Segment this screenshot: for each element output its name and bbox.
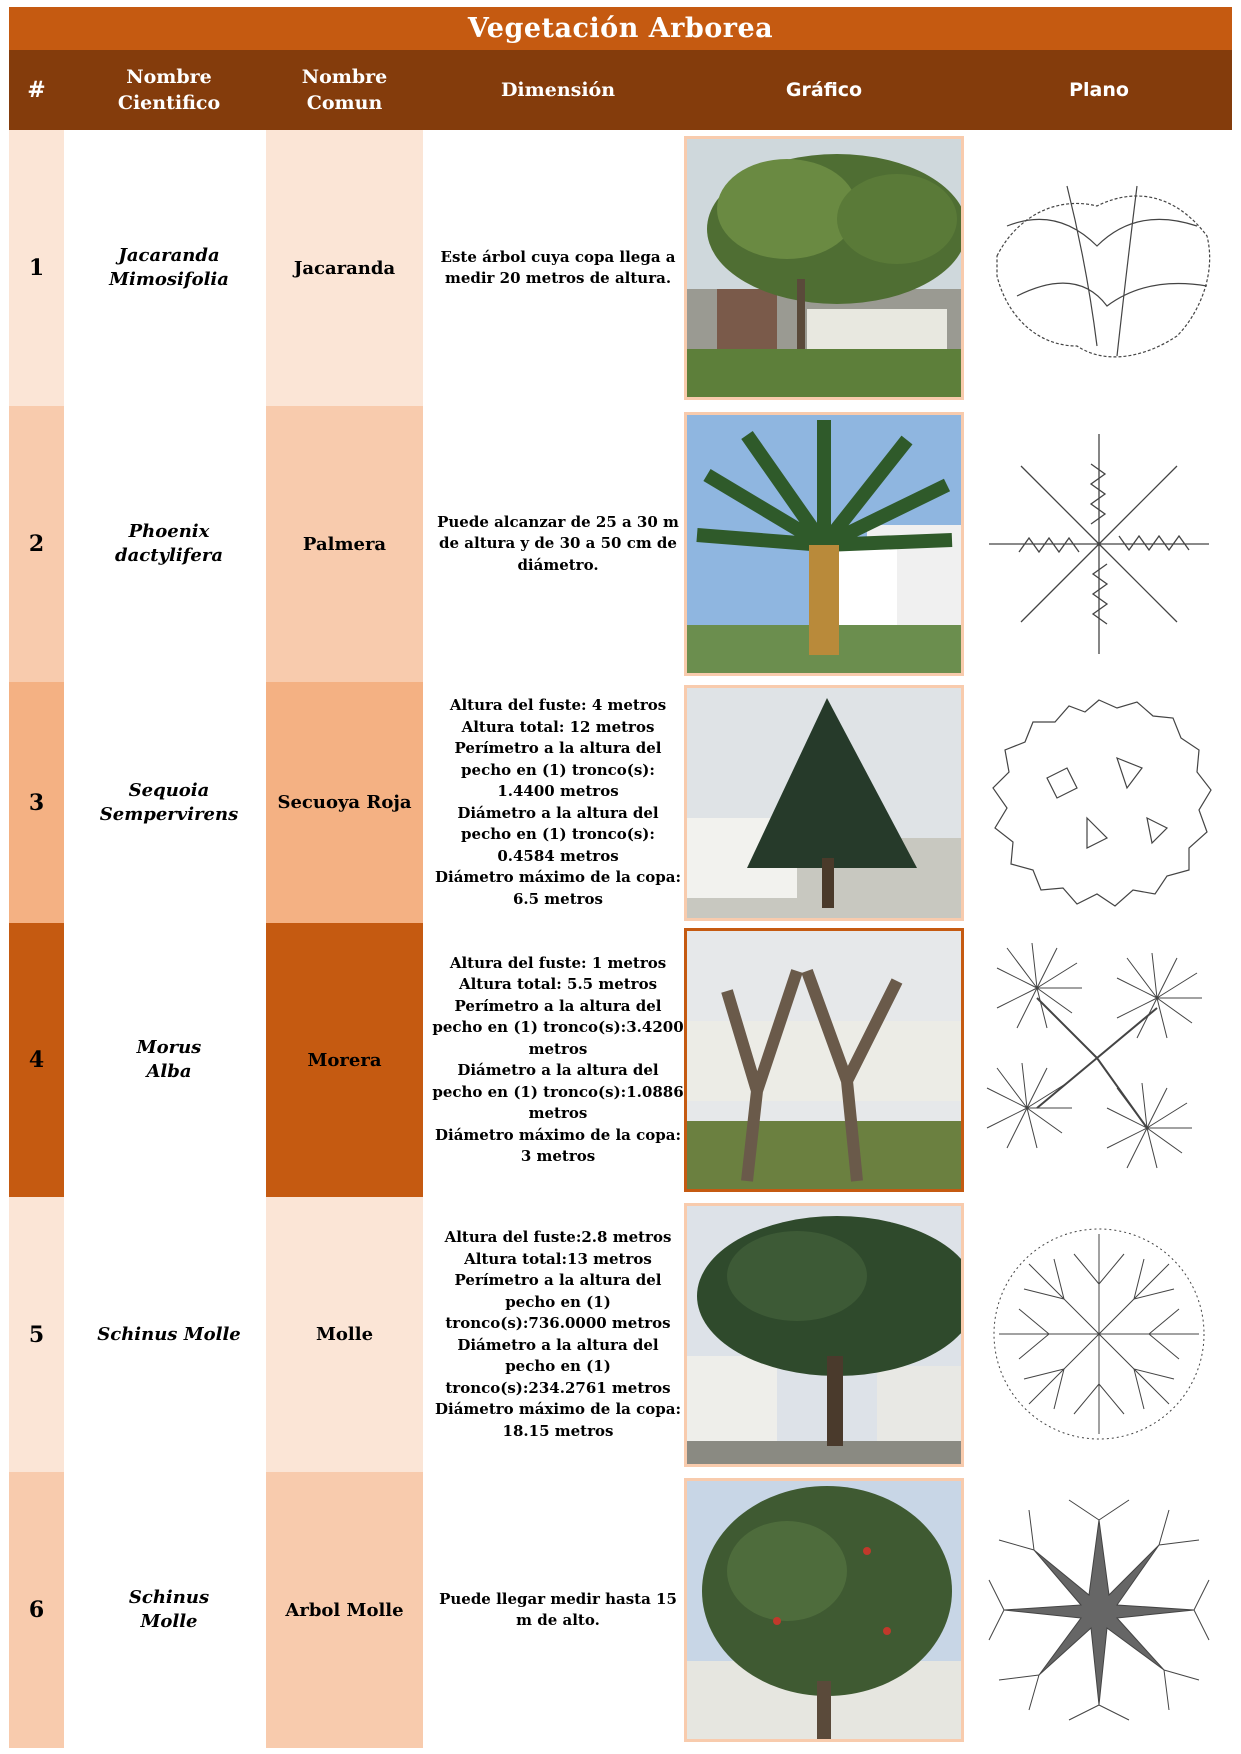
header-num: # xyxy=(27,77,46,103)
mulberry-tree-photo xyxy=(684,928,964,1192)
dimension-text: Altura del fuste:2.8 metros Altura total:13 metros Perímetro a la altura del pecho en (1) tronco(s):736.0000 metros Diámetro a la altura del pecho en (1) tronco(s):234.2761 metros Diámetro máximo de la copa: 18.15 metros xyxy=(434,1228,681,1440)
table-row xyxy=(9,130,1232,406)
header-common-name: Nombre Comun xyxy=(301,66,388,114)
header-dimension: Dimensión xyxy=(500,79,616,101)
star-plan-icon xyxy=(977,1488,1222,1733)
common-name: Molle xyxy=(266,1197,423,1472)
scientific-name: Schinus Molle xyxy=(97,1323,241,1345)
table-row xyxy=(9,406,1232,682)
sequoia-tree-photo xyxy=(684,685,964,921)
header-plan: Plano xyxy=(1069,79,1129,101)
dimension-text: Puede alcanzar de 25 a 30 m de altura y de 30 a 50 cm de diámetro. xyxy=(437,512,679,574)
row-number: 3 xyxy=(9,682,64,923)
common-name: Secuoya Roja xyxy=(266,682,423,923)
scientific-name: Sequoia Sempervirens xyxy=(99,779,239,825)
table-row xyxy=(9,682,1232,923)
scientific-name: Schinus Molle xyxy=(128,1587,210,1632)
palm-plan-icon xyxy=(977,422,1222,667)
scientific-name: Jacaranda Mimosifolia xyxy=(109,245,229,290)
scientific-name: Phoenix dactylifera xyxy=(115,521,223,566)
row-number: 1 xyxy=(9,130,64,406)
canopy-outline-plan-icon xyxy=(977,688,1222,918)
row-number: 4 xyxy=(9,923,64,1197)
common-name: Arbol Molle xyxy=(266,1472,423,1748)
table-header xyxy=(9,50,1232,130)
table-row xyxy=(9,923,1232,1197)
palm-tree-photo xyxy=(684,412,964,676)
arbol-molle-tree-photo xyxy=(684,1478,964,1742)
common-name: Palmera xyxy=(266,406,423,682)
dimension-text: Altura del fuste: 1 metros Altura total: 5.5 metros Perímetro a la altura del pecho en (1) tronco(s):3.4200 metros Diámetro a la altura del pecho en (1) tronco(s):1.0886 metros Diámetro máximo de la copa: 3 metros xyxy=(432,953,684,1165)
header-scientific-name: Nombre Cientifico xyxy=(117,66,221,114)
row-number: 6 xyxy=(9,1472,64,1748)
row-number: 2 xyxy=(9,406,64,682)
jacaranda-tree-photo xyxy=(684,136,964,400)
row-number: 5 xyxy=(9,1197,64,1472)
spiky-plan-icon xyxy=(977,938,1222,1183)
dimension-text: Puede llegar medir hasta 15 m de alto. xyxy=(439,1589,677,1629)
table-row xyxy=(9,1197,1232,1472)
foliage-plan-icon xyxy=(977,146,1222,391)
page-title: Vegetación Arborea xyxy=(9,7,1232,50)
dimension-text: Este árbol cuya copa llega a medir 20 metros de altura. xyxy=(440,247,676,287)
molle-tree-photo xyxy=(684,1203,964,1467)
dimension-text: Altura del fuste: 4 metros Altura total: 12 metros Perímetro a la altura del pecho en (1) tronco(s): 1.4400 metros Diámetro a la altura del pecho en (1) tronco(s): 0.4584 metros Diámetro máximo de la copa: 6.5 metros xyxy=(434,696,681,908)
branching-plan-icon xyxy=(977,1212,1222,1457)
scientific-name: Morus Alba xyxy=(136,1037,202,1082)
table-row xyxy=(9,1472,1232,1748)
common-name: Jacaranda xyxy=(266,130,423,406)
header-graphic: Gráfico xyxy=(785,79,863,101)
common-name: Morera xyxy=(266,923,423,1197)
